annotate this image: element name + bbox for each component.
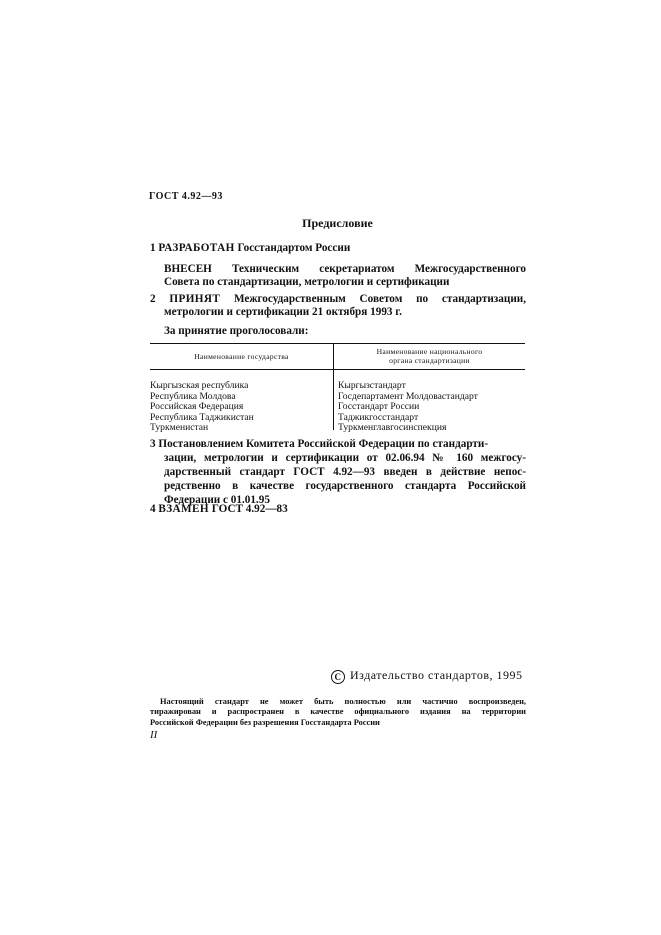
item-4-number: 4 [150, 503, 156, 515]
item-4-keyword: ВЗАМЕН [158, 503, 209, 515]
item-3-line-3: дарственный стандарт ГОСТ 4.92—93 введен в действие непос- [164, 466, 526, 478]
page-title: Предисловие [302, 216, 373, 230]
item-3-line-1 [150, 437, 488, 451]
item-4-text: ГОСТ 4.92—83 [211, 503, 288, 515]
table-cell-body: Госдепартамент Молдовастандарт [338, 390, 478, 402]
notice-line-1: Настоящий стандарт не может быть полностью или частично воспроизведен, [160, 697, 526, 706]
item-1-sub-text: Техническим секретариатом Межгосударственного [231, 263, 526, 275]
copyright-icon: C [331, 670, 345, 684]
table-header-body [334, 347, 525, 365]
notice-line-3: Российской Федерации без разрешения Госстандарта России [150, 717, 380, 727]
item-2-keyword: ПРИНЯТ [169, 293, 221, 305]
table-cell-body: Туркменглавгосинспекция [338, 422, 447, 434]
table-header-body-line-2: органа стандартизации [389, 356, 470, 365]
copyright-text: Издательство стандартов, 1995 [350, 668, 523, 682]
item-1-keyword: РАЗРАБОТАН [158, 242, 235, 254]
table-cell-state: Республика Таджикистан [150, 411, 254, 423]
table-header-body-line-1: Наименование национального [376, 347, 483, 356]
item-1-number: 1 [150, 242, 156, 254]
item-3-number: 3 [150, 438, 156, 450]
item-2-number: 2 [150, 293, 156, 305]
table-column-states [150, 381, 254, 434]
table-cell-body: Госстандарт России [338, 401, 420, 413]
copyright-line [331, 668, 523, 684]
item-3-line-5: Федерации с 01.01.95 [164, 494, 270, 506]
table-column-bodies [338, 381, 478, 434]
item-1-sub-line-2: Совета по стандартизации, метрологии и сертификации [164, 276, 450, 288]
document-code: ГОСТ 4.92—93 [149, 191, 223, 202]
item-1 [150, 241, 350, 255]
item-2-line-1 [150, 292, 526, 306]
table-cell-body: Кыргызстандарт [338, 380, 406, 391]
item-1-sub-line-1 [164, 262, 526, 276]
notice-line-2: тиражирован и распространен в качестве официального издания на территории [150, 707, 526, 717]
table-top-rule [150, 343, 525, 344]
table-cell-body: Таджикгосстандарт [338, 411, 419, 423]
reproduction-notice [150, 697, 526, 728]
table-cell-state: Кыргызская республика [150, 380, 249, 391]
item-4 [150, 502, 288, 516]
item-3-line-4: редственно в качестве государственного стандарта Российской [164, 480, 526, 492]
table-cell-state: Российская Федерация [150, 401, 244, 413]
page-number: II [150, 729, 158, 741]
table-cell-state: Республика Молдова [150, 390, 236, 402]
item-2-line-2: метрологии и сертификации 21 октября 1993 г. [164, 306, 402, 318]
item-3-text: Постановлением Комитета Российской Федерации по стандарти- [158, 438, 489, 450]
item-1-text: Госстандартом России [237, 242, 351, 254]
table-header-state: Наименование государства [194, 352, 289, 361]
item-3-line-2: зации, метрологии и сертификации от 02.06.94 № 160 межгосу- [164, 452, 526, 464]
item-1-sub-keyword: ВНЕСЕН [164, 263, 212, 275]
voted-label: За принятие проголосовали: [164, 325, 309, 337]
item-2-text: Межгосударственным Советом по стандартизации, [234, 293, 527, 305]
table-cell-state: Туркменистан [150, 422, 209, 434]
table-header-rule [150, 369, 525, 370]
